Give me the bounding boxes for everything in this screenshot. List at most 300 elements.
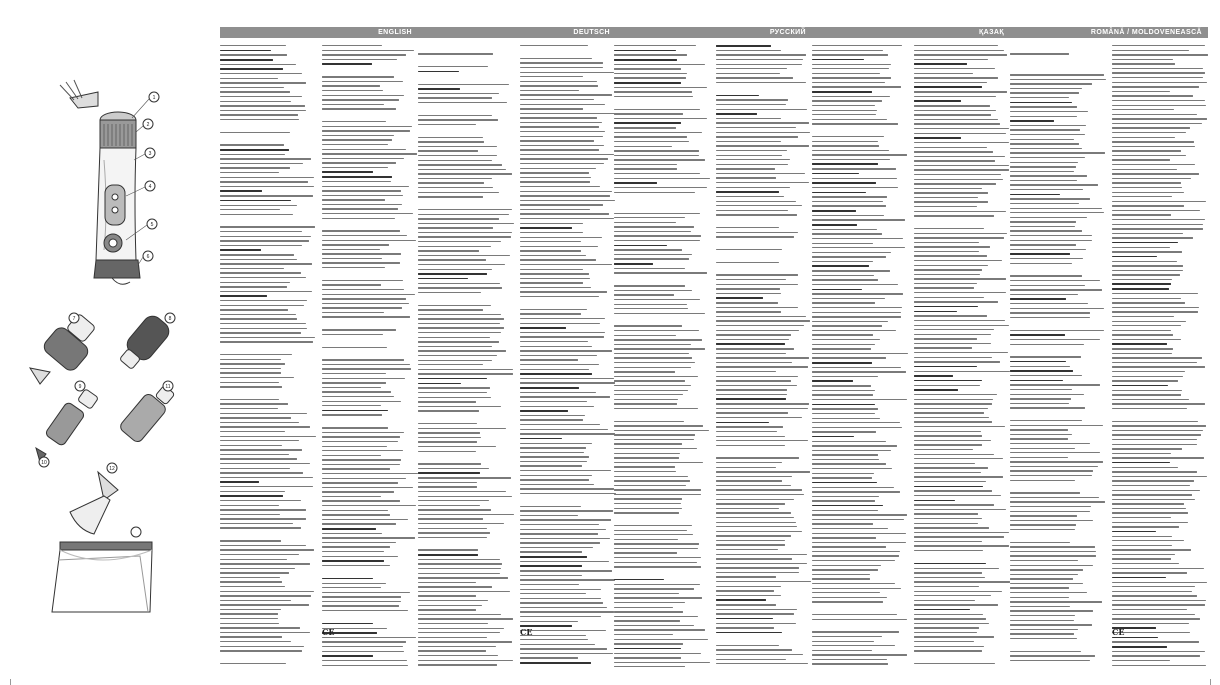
text-line [812,348,871,349]
text-line [614,109,700,110]
text-line [520,630,606,631]
text-line [520,45,588,46]
text-line [322,468,390,469]
text-line [914,435,982,436]
text-line [812,50,883,51]
text-line [914,206,977,207]
text-line [1010,230,1082,231]
text-line [220,600,291,601]
text-line [812,574,870,575]
text-line [812,491,900,492]
text-line [614,132,702,133]
text-line [322,307,402,308]
text-line [812,302,875,303]
text-line [520,419,583,420]
svg-text:3: 3 [148,151,152,157]
text-line [614,548,698,549]
text-line [322,364,410,365]
text-line [716,590,774,591]
text-line [1010,88,1082,89]
text-line [220,518,306,519]
text-line [322,537,415,538]
text-line [1010,515,1077,516]
text-line [1112,59,1173,60]
text-line [716,440,808,441]
text-line [914,440,991,441]
text-line [220,372,281,373]
text-line [322,284,381,285]
text-line [812,192,866,194]
text-line [520,90,579,91]
text-line [220,641,291,642]
text-line [322,130,410,131]
text-line [520,387,579,389]
text-line [716,508,779,509]
text-line [716,544,785,545]
text-line [322,158,404,159]
text-line [520,336,604,337]
text-line [914,283,977,284]
text-line [914,151,993,152]
text-line [220,314,296,315]
text-line [322,54,406,55]
text-line [520,529,606,530]
text-line [1112,655,1200,656]
text-line [812,219,905,220]
text-line [520,332,605,333]
text-line [220,477,313,478]
text-line [914,105,990,106]
text-line [614,588,694,589]
text-line [418,341,499,342]
text-line [220,623,279,624]
text-line [914,563,986,565]
text-line [812,233,882,234]
text-line [812,431,876,432]
text-line [1112,357,1202,358]
text-line [914,495,1001,496]
text-line [812,334,873,335]
text-line [418,549,478,550]
text-line [812,473,874,474]
text-line [418,605,482,606]
text-line [614,64,705,65]
text-line [322,195,403,196]
text-line [614,557,701,558]
text-line [614,330,699,331]
text-line [1010,361,1066,363]
text-line [322,267,385,268]
text-line [322,641,406,642]
text-line [520,246,598,247]
text-line [914,329,994,330]
text-line [520,154,614,155]
text-line [914,641,974,642]
text-line [1010,624,1092,625]
text-line [1112,494,1192,495]
text-line [220,114,298,115]
text-line [614,222,676,223]
text-line [716,353,786,354]
text-line [520,76,583,77]
text-line [418,137,483,138]
text-line [914,467,988,468]
text-line [812,284,898,285]
text-line [1010,475,1092,476]
text-line [418,595,476,596]
text-line [322,583,386,584]
text-line [1010,398,1071,399]
text-line [220,445,282,446]
text-line [812,196,887,197]
text-line [418,628,504,629]
text-line [914,366,977,368]
text-line [812,519,904,520]
text-line [812,357,886,358]
text-line [914,650,982,651]
text-line [614,217,685,218]
text-line [322,387,381,388]
text-line [520,104,605,105]
text-line [914,663,995,664]
text-line [220,545,306,546]
text-line [1010,578,1073,579]
text-line [418,355,497,356]
text-line [716,330,799,331]
text-line [716,494,804,495]
text-line [1010,555,1096,556]
text-line [520,346,592,347]
text-line [614,335,676,336]
text-line [1010,520,1093,521]
text-line [614,245,667,247]
text-line [1010,375,1082,376]
text-line [520,493,616,494]
text-line [520,131,605,132]
text-line [520,561,609,562]
text-line [1010,606,1070,607]
text-line [322,500,400,501]
text-line [914,301,998,302]
text-line [418,141,484,142]
text-line [716,632,782,634]
text-line [614,403,677,404]
text-line [1112,137,1175,138]
text-line [418,463,481,464]
text-line [322,605,399,606]
text-line [716,417,802,418]
text-line [418,491,506,492]
text-line [812,555,899,556]
text-line [520,396,610,397]
text-line [614,285,685,286]
text-line [716,118,781,119]
text-line [418,71,459,73]
text-line [418,505,480,506]
text-line [322,523,396,524]
text-line [1010,194,1060,196]
text-line [520,200,615,201]
text-line [1010,258,1083,259]
text-line [220,481,259,483]
text-line [1112,247,1170,248]
text-line [1112,95,1193,96]
text-line [914,523,978,524]
text-line [1010,434,1072,435]
text-line [614,530,687,531]
text-line [716,476,792,477]
text-line [1010,152,1105,153]
text-line [520,241,581,242]
text-line [914,91,1007,92]
text-line [220,68,283,70]
text-line [1010,330,1104,331]
text-line [1112,224,1203,225]
text-line [220,586,285,587]
text-line [1112,421,1198,422]
text-line [614,562,697,563]
text-line [914,417,989,418]
text-line [914,82,987,83]
text-line [812,496,879,497]
text-line [520,382,615,383]
text-line [520,579,615,580]
text-line [614,653,701,654]
text-line [322,176,392,178]
text-line [520,149,599,150]
text-line [220,354,292,355]
text-line [716,431,777,432]
text-line [520,350,612,351]
text-line [812,224,857,226]
text-line [1010,303,1088,304]
text-line [418,369,513,370]
text-line [220,91,290,92]
text-line [614,430,709,431]
text-line [614,534,693,535]
text-line [614,235,701,236]
text-line [914,591,1002,592]
text-line [812,413,875,414]
text-line [1112,343,1167,345]
text-line [322,208,398,209]
text-line [914,73,973,74]
text-line [1010,615,1075,616]
text-line [520,392,596,393]
text-line [418,537,487,538]
text-line [520,551,582,552]
text-line [812,399,907,400]
text-line [914,320,1005,321]
text-line [716,357,809,358]
text-line [914,431,981,432]
text-line [322,510,388,511]
text-line [914,334,991,335]
text-line [812,205,886,206]
text-line [418,327,504,328]
text-line [812,619,907,620]
text-line [914,260,1002,261]
text-line [520,250,581,251]
text-line [1010,157,1085,158]
text-line [812,569,878,570]
text-line [812,256,886,257]
text-line [812,159,890,160]
text-line [716,311,781,312]
text-line [220,472,303,473]
text-line [614,385,691,386]
text-line [1010,610,1093,611]
text-line [520,318,605,319]
text-line [716,526,797,527]
text-line [322,190,401,191]
text-line [614,313,705,314]
text-line [322,240,416,241]
text-line [914,449,973,450]
text-line [220,595,311,596]
text-line [322,432,404,433]
text-line [322,81,403,82]
text-line [220,337,315,338]
text-line [418,196,483,197]
text-line [614,602,685,603]
text-line [418,586,492,587]
text-line [1010,253,1070,255]
text-line [520,406,594,407]
text-line [322,491,394,492]
text-line [418,650,486,651]
text-line [322,637,416,638]
text-line [322,528,376,530]
text-line [614,367,691,368]
volumizing-brush-icon [119,312,175,369]
text-line [1112,591,1192,592]
text-line [614,539,678,540]
text-line [520,378,614,379]
text-line [716,104,786,105]
text-line [322,396,394,397]
text-line [1010,92,1079,93]
text-line [1010,312,1090,313]
text-line [220,96,302,97]
text-line [520,296,599,297]
text-line [322,85,380,86]
text-line [812,663,888,664]
text-line [812,247,905,248]
text-line [220,240,309,241]
text-line [812,362,872,364]
text-line [520,447,586,448]
svg-text:6: 6 [146,254,150,260]
text-line [1010,574,1078,575]
text-line [614,344,691,345]
text-line [914,458,1003,459]
text-line [716,371,776,372]
text-line [520,359,578,360]
text-line [322,596,401,597]
text-line [520,341,588,342]
text-line [914,169,1009,170]
text-line [716,168,775,169]
text-line [716,540,785,541]
text-line [614,625,694,626]
text-line [914,156,1005,157]
text-line [220,422,299,423]
text-line [520,223,583,224]
text-line [716,155,782,156]
text-line [418,568,501,569]
text-line [520,598,601,599]
text-line [812,270,890,271]
text-line [220,101,291,102]
text-line [1010,633,1074,634]
text-line [1112,577,1166,579]
column-body [812,45,1010,667]
text-line [322,464,400,465]
text-line [418,227,493,228]
text-line [716,627,774,628]
text-line [322,487,413,488]
text-line [914,403,992,404]
text-line [520,99,594,100]
text-line [716,182,809,183]
text-line [1112,201,1206,202]
text-line [914,454,994,455]
text-line [322,95,404,96]
text-line [520,181,590,182]
text-line [614,182,657,184]
text-line [716,50,781,51]
text-line [1010,203,1079,204]
text-line [812,298,885,299]
text-line [614,45,696,46]
text-line [716,109,807,110]
text-line [418,305,491,306]
text-line [1112,348,1173,349]
text-line [220,209,280,210]
text-line [614,399,678,400]
text-line [1112,210,1200,211]
text-line [1010,134,1085,135]
text-line [1112,558,1171,559]
text-line [914,63,967,65]
text-line [1010,466,1098,467]
text-line [812,500,875,501]
text-line [614,77,686,78]
text-line [322,368,411,369]
text-line [812,659,887,660]
text-line [914,463,975,464]
text-line [520,117,597,118]
text-line [1112,321,1186,322]
text-line [520,255,586,256]
text-line [812,289,862,291]
text-line [1112,425,1206,426]
text-line [322,59,397,60]
text-line [322,660,407,661]
text-line [614,648,681,650]
text-line [614,213,700,214]
text-line [812,650,872,651]
text-line [520,470,611,471]
text-line [1112,444,1197,445]
text-line [1112,288,1169,290]
text-line [520,465,582,466]
text-line [716,535,791,536]
text-line [614,616,698,617]
text-line [812,523,873,524]
text-line [418,451,476,452]
